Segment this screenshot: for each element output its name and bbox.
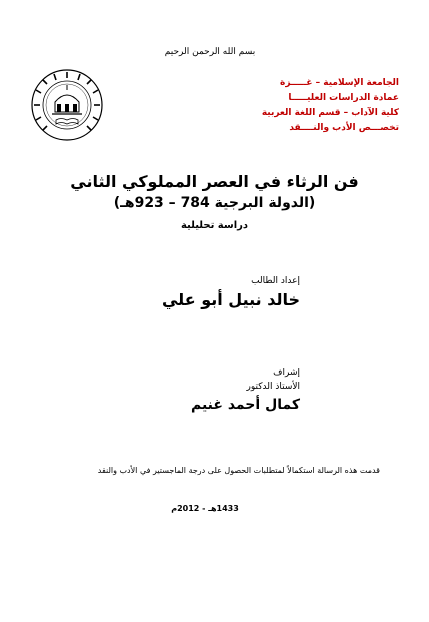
degree-statement: قدمت هذه الرسالة استكمالاً لمتطلبات الحصول على درجة الماجستير في الأدب والنقد (97, 466, 380, 475)
thesis-subtitle: (الدولة البرجية 784 – 923هـ) (113, 195, 316, 211)
university-name: الجامعة الإسلامية – غـــــزة (280, 78, 399, 88)
institution-header (199, 76, 399, 136)
university-seal-icon (30, 68, 104, 142)
graduate-deanship: عمادة الدراسات العليـــــا (288, 93, 399, 103)
supervision-label: إشراف (273, 368, 300, 378)
thesis-title: فن الرثاء في العصر المملوكي الثاني (70, 172, 359, 191)
study-type: دراسة تحليلية (180, 220, 249, 231)
specialization: تخصـــص الأدب والنــــقد (289, 123, 399, 133)
basmala: بسم الله الرحمن الرحيم (164, 47, 256, 57)
faculty-department: كلية الآداب – قسم اللغة العربية (261, 108, 399, 118)
student-name: خالد نبيل أبو علي (161, 290, 300, 309)
supervisor-name: كمال أحمد غنيم (190, 397, 300, 413)
professor-title-label: الأستاذ الدكتور (246, 382, 300, 392)
prepared-by-label: إعداد الطالب (251, 276, 300, 286)
submission-date: 1433هـ - 2012م (171, 504, 239, 513)
